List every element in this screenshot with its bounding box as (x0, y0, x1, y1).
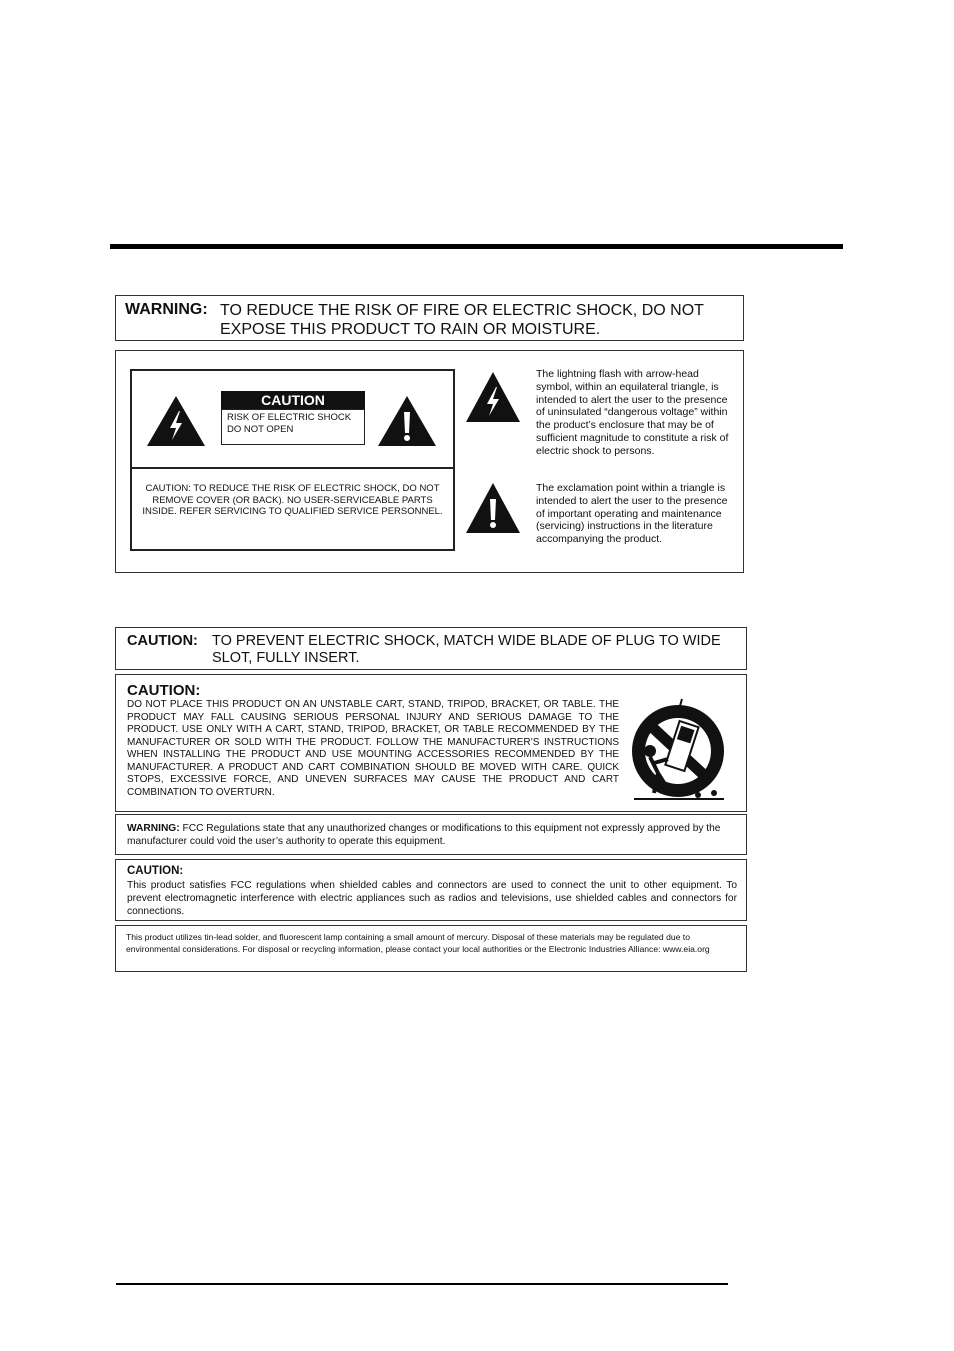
fcc-warning-box (115, 814, 747, 855)
lightning-description: The lightning flash with arrow-head symbol, within an equilateral triangle, is intended to alert the user to the presence of uninsulated “dangerous voltage” within the product’s enclosure that may be of sufficient magnitude to constitute a risk of electric shock to persons. (536, 368, 729, 457)
lightning-triangle-icon (146, 395, 206, 447)
lightning-triangle-icon (465, 371, 521, 423)
exclamation-triangle-icon (377, 395, 437, 447)
top-rule (110, 244, 843, 249)
cables-caution-box (115, 859, 747, 921)
exclamation-triangle-icon (465, 482, 521, 534)
caution-subbox (221, 409, 365, 445)
caution-label-main-text: CAUTION: TO REDUCE THE RISK OF ELECTRIC SHOCK, DO NOT REMOVE COVER (OR BACK). NO USER-SERVICEABLE PARTS INSIDE. REFER SERVICING TO QUALIFIED SERVICE PERSONNEL. (142, 483, 443, 518)
fcc-warning-label: WARNING: (127, 823, 180, 834)
plug-caution-text: TO PREVENT ELECTRIC SHOCK, MATCH WIDE BLADE OF PLUG TO WIDE SLOT, FULLY INSERT. (212, 633, 721, 666)
warning-rain-text: TO REDUCE THE RISK OF FIRE OR ELECTRIC SHOCK, DO NOT EXPOSE THIS PRODUCT TO RAIN OR MOISTURE. (220, 302, 704, 338)
label-divider (132, 467, 453, 469)
disposal-notice-text: This product utilizes tin-lead solder, and fluorescent lamp containing a small amount of mercury. Disposal of these materials may be regulated due to environmental considerations. For disposal or recycling information, please contact your local authorities or the Electronic Industries Alliance: www.eia.org (126, 932, 710, 954)
caution-sub-line1: RISK OF ELECTRIC SHOCK (227, 412, 352, 423)
exclamation-description: The exclamation point within a triangle is intended to alert the user to the presence of important operating and maintenance (servicing) instructions in the literature accompanying the product. (536, 482, 728, 546)
caution-sub-line2: DO NOT OPEN (227, 424, 294, 435)
plug-caution-label: CAUTION: (127, 633, 198, 649)
fcc-warning (127, 822, 737, 848)
plug-caution-box (115, 627, 747, 670)
cart-tip-over-icon (628, 693, 728, 803)
cables-caution-text: This product satisfies FCC regulations when shielded cables and connectors are used to connect the unit to other equipment. To prevent electromagnetic interference with electric appliances such as radios and televisions, use shielded cables and connectors for connections. (127, 880, 737, 917)
cables-caution-title: CAUTION: (127, 865, 184, 877)
warning-label: WARNING: (125, 301, 208, 318)
fcc-warning-text: FCC Regulations state that any unauthorized changes or modifications to this equipment not expressly approved by the manufacturer could void the user’s authority to operate this equipment. (127, 823, 721, 847)
cart-caution-text: DO NOT PLACE THIS PRODUCT ON AN UNSTABLE CART, STAND, TRIPOD, BRACKET, OR TABLE. THE PRODUCT MAY FALL CAUSING SERIOUS PERSONAL INJURY AND SERIOUS DAMAGE TO THE PRODUCT. USE ONLY WITH A CART, STAND, TRIPOD, BRACKET, OR TABLE RECOMMENDED BY THE MANUFACTURER OR SOLD WITH THE PRODUCT. FOLLOW THE MANUFACTURER’S INSTRUCTIONS WHEN INSTALLING THE PRODUCT AND USE MOUNTING ACCESSORIES RECOMMENDED BY THE MANUFACTURER. A PRODUCT AND CART COMBINATION SHOULD BE MOVED WITH CARE. QUICK STOPS, EXCESSIVE FORCE, AND UNEVEN SURFACES MAY CAUSE THE PRODUCT AND CART COMBINATION TO OVERTURN. (127, 699, 619, 798)
cart-caution-title: CAUTION: (127, 682, 201, 699)
bottom-rule (116, 1283, 728, 1285)
disposal-notice-box (115, 925, 747, 972)
caution-label-panel (130, 369, 455, 551)
caution-header: CAUTION (221, 391, 365, 409)
warning-rain-box (115, 295, 744, 341)
